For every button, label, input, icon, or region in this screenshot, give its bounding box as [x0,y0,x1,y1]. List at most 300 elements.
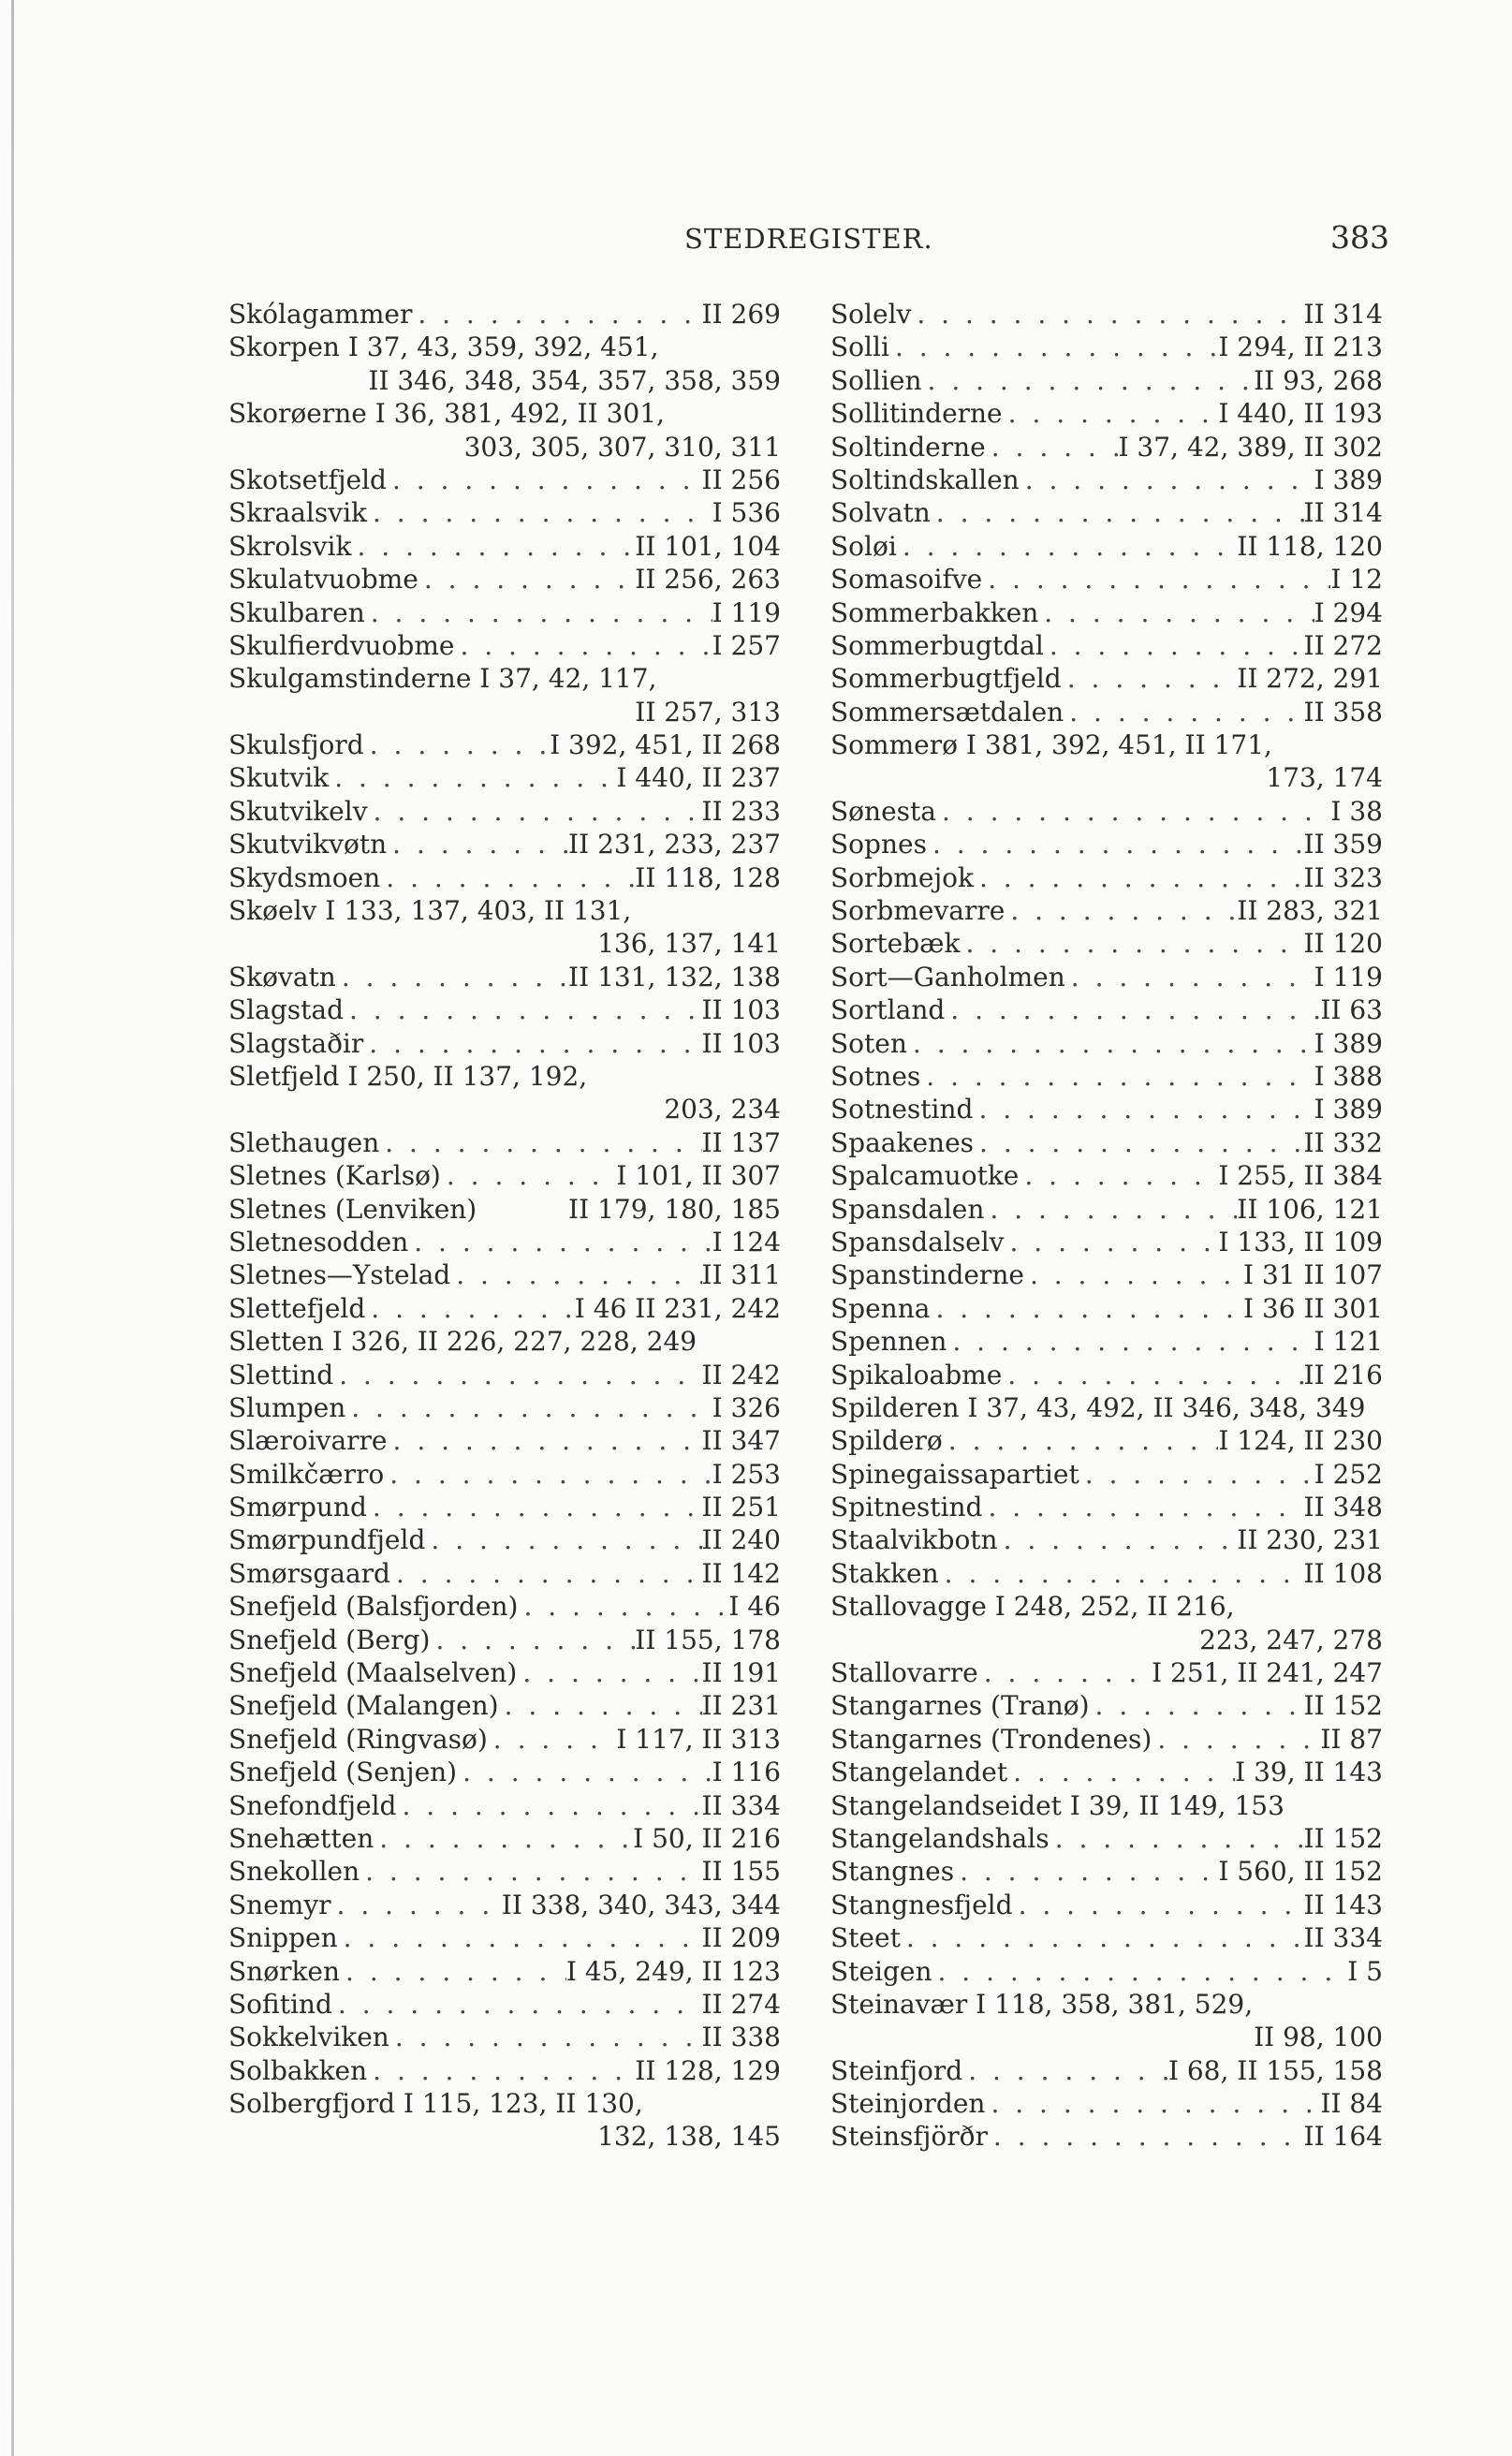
entry-pages: II 256 [701,463,781,495]
index-entry [830,596,1383,629]
entry-name: Soløi [830,530,897,562]
index-entry [228,1689,781,1722]
dot-leader [425,1523,701,1556]
entry-pages: II 231 [701,1690,781,1722]
index-entry [228,530,781,563]
entry-name: Spansdalselv [830,1226,1005,1257]
dot-leader [368,795,702,828]
entry-continuation: II 346, 348, 354, 357, 358, 359 [368,364,781,396]
entry-pages: I 50, II 216 [633,1822,781,1854]
entry-continuation: 223, 247, 278 [1199,1624,1383,1655]
index-entry [228,1955,781,1988]
dot-leader [365,596,712,629]
entry-pages: I 133, II 109 [1218,1226,1383,1257]
index-entry [228,1292,781,1325]
index-entry [830,298,1383,331]
entry-name: Snemyr [228,1889,331,1920]
entry-name: Snørken [228,1955,341,1987]
entry-pages: II 118, 128 [635,861,781,893]
entry-name: Snefjeld (Senjen) [228,1757,458,1788]
index-entry [228,2054,781,2087]
entry-name: Somasoifve [830,564,983,596]
entry-name: Snefondfjeld [228,1789,397,1821]
entry-name: Sommerbakken [830,596,1039,628]
dot-leader [1007,1756,1235,1788]
entry-name: Snippen [228,1922,338,1954]
dot-leader [430,1624,635,1656]
entry-name: Slagstaðir [228,1027,364,1059]
index-entry [830,1590,1383,1623]
index-entry [830,927,1383,960]
index-entry [830,2120,1383,2153]
entry-pages: II 359 [1303,829,1383,860]
index-entry [830,1292,1383,1325]
dot-leader [1002,1359,1303,1391]
entry-continuation: II 257, 313 [635,696,781,728]
entry-name: Skulsfjord [228,729,364,761]
dot-leader [978,1656,1152,1689]
index-entry [228,1855,781,1888]
dot-leader [380,861,635,894]
entry-name: Solvatn [830,497,931,529]
dot-leader [441,1159,616,1192]
index-entry [830,1258,1383,1291]
entry-name: Spilderen I 37, 43, 492, II 346, 348, 349 [830,1391,1366,1423]
entry-pages: II 209 [701,1922,781,1954]
entry-name: Snekollen [228,1856,360,1888]
entry-name: Sorbmevarre [830,895,1006,927]
dot-leader [340,1955,566,1988]
dot-leader [367,2054,635,2087]
entry-name: Skulatvuobme [228,564,418,596]
entry-name: Steinavær I 118, 358, 381, 529, [830,1988,1254,2020]
dot-leader [936,795,1330,828]
index-entry [228,2087,781,2120]
dot-leader [1013,1889,1304,1921]
entry-name: Solli [830,331,889,363]
entry-name: Skólagammer [228,299,413,330]
index-entry [830,1855,1383,1888]
entry-name: Sommerbugtdal [830,629,1044,661]
entry-name: Sletnes (Karlsø) [228,1160,441,1192]
entry-name: Snefjeld (Malangen) [228,1690,499,1722]
entry-name: Skutvikvøtn [228,829,388,860]
index-entry [830,1689,1383,1722]
entry-continuation: 203, 234 [664,1094,781,1125]
entry-name: Sotnes [830,1060,921,1092]
index-entry [830,728,1383,761]
entry-pages: I 37, 42, 389, II 302 [1118,431,1383,463]
page-header [228,219,1389,260]
dot-leader [931,496,1304,529]
entry-continuation: 132, 138, 145 [597,2121,781,2153]
index-entry [830,1955,1383,1988]
entry-name: Skutvik [228,762,330,794]
index-entry [228,596,781,629]
entry-name: Spilderø [830,1425,943,1457]
dot-leader [939,1557,1304,1590]
entry-name: Stangarnes (Trondenes) [830,1723,1152,1755]
entry-continuation: 303, 305, 307, 310, 311 [463,431,781,463]
entry-pages: II 164 [1303,2121,1383,2153]
dot-leader [985,2087,1320,2120]
entry-pages: I 116 [712,1757,781,1788]
index-entry [228,563,781,596]
entry-name: Skutvikelv [228,795,368,827]
entry-name: Sokkelviken [228,2022,389,2053]
index-entry [228,1491,781,1523]
entry-pages: II 231, 233, 237 [568,829,781,860]
dot-leader [351,530,635,563]
index-entry [228,298,781,331]
dot-leader [982,563,1330,596]
entry-pages: I 124 [712,1226,781,1257]
entry-name: Sletnes—Ystelad [228,1259,451,1291]
index-entry [830,1060,1383,1093]
dot-leader [364,728,550,761]
entry-pages: I 252 [1314,1458,1383,1490]
entry-name: Slettind [228,1359,334,1390]
entry-pages: II 103 [701,994,781,1026]
dot-leader [384,1458,712,1491]
entry-pages: II 347 [701,1425,781,1457]
index-entry [228,463,781,496]
index-entry [830,1359,1383,1391]
index-entry [228,1126,781,1159]
entry-pages: I 119 [1314,961,1383,993]
entry-name: Smørpundfjeld [228,1524,426,1556]
entry-name: Spansdalen [830,1193,985,1225]
entry-pages: I 257 [712,629,781,661]
entry-pages: I 36 II 301 [1243,1292,1383,1324]
index-entry [228,894,781,927]
dot-leader [517,1656,701,1689]
dot-leader [954,1855,1218,1888]
dot-leader [932,1955,1348,1988]
entry-pages: I 5 [1347,1955,1383,1987]
entry-pages: II 233 [701,795,781,827]
dot-leader [1152,1723,1320,1756]
entry-pages: II 242 [701,1359,781,1390]
index-entry [228,1258,781,1291]
entry-name: Slumpen [228,1391,346,1423]
index-entry [830,1523,1383,1556]
entry-pages: II 143 [1303,1889,1383,1920]
dot-leader [367,1491,702,1523]
index-entry [228,1159,781,1192]
entry-pages: II 334 [701,1789,781,1821]
entry-pages: I 536 [712,497,781,529]
page-edge-shadow [11,0,14,2456]
entry-name: Snefjeld (Berg) [228,1624,431,1655]
entry-name: Skøelv I 133, 137, 403, II 131, [228,895,632,927]
index-entry [830,1193,1383,1226]
index-entry [830,1822,1383,1855]
entry-pages: II 323 [1303,861,1383,893]
entry-pages: II 191 [701,1657,781,1689]
entry-name: Skulgamstinderne I 37, 42, 117, [228,663,657,695]
entry-name: Sollien [830,364,922,396]
index-entry [830,397,1383,430]
entry-name: Sort—Ganholmen [830,961,1065,993]
dot-leader [331,1889,502,1921]
dot-leader [457,1756,712,1788]
dot-leader [344,993,702,1026]
entry-pages: I 39, II 143 [1235,1757,1383,1788]
index-entry [228,1325,781,1358]
dot-leader [365,1292,575,1325]
entry-name: Skorøerne I 36, 381, 492, II 301, [228,398,665,430]
index-entry [830,861,1383,894]
index-column-right [830,298,1383,2154]
index-entry [830,1424,1383,1457]
entry-name: Skulfierdvuobme [228,629,455,661]
index-entry [830,1557,1383,1590]
entry-name: Spennen [830,1326,947,1358]
entry-pages: II 311 [701,1259,781,1291]
index-entry [830,2054,1383,2087]
index-entry [228,1557,781,1590]
index-entry [228,1889,781,1921]
dot-leader [408,1226,712,1258]
entry-name: Slagstad [228,994,344,1026]
index-entry [228,961,781,993]
entry-pages: I 294, II 213 [1218,331,1383,363]
entry-name: Sotnestind [830,1094,974,1125]
entry-name: Spinegaissapartiet [830,1458,1079,1490]
dot-leader [412,298,701,331]
entry-pages: II 128, 129 [635,2054,781,2086]
dot-leader [1019,1159,1218,1192]
entry-name: Smilkčærro [228,1458,385,1490]
entry-pages: II 314 [1303,299,1383,330]
entry-pages: I 124, II 230 [1218,1425,1383,1457]
entry-name: Sorbmejok [830,861,974,893]
index-entry [830,431,1383,463]
entry-pages: II 84 [1320,2088,1383,2120]
entry-pages: I 31 II 107 [1243,1259,1383,1291]
entry-name: Spanstinderne [830,1259,1024,1291]
entry-name: Soltinderne [830,431,986,463]
entry-pages: II 348 [1303,1492,1383,1523]
dot-leader [329,761,616,794]
index-entry [830,1159,1383,1192]
index-entry [830,1656,1383,1689]
entry-pages: II 103 [701,1027,781,1059]
entry-name: Solbergfjord I 115, 123, II 130, [228,2088,643,2120]
dot-leader [360,1855,701,1888]
dot-leader [379,1126,701,1159]
dot-leader [499,1689,702,1722]
entry-pages: II 131, 132, 138 [568,961,781,993]
dot-leader [901,1921,1304,1954]
dot-leader [418,563,635,596]
index-entry [228,1193,781,1226]
entry-name: Stallovarre [830,1657,978,1689]
dot-leader [336,961,568,993]
index-entry [830,331,1383,363]
index-entry [830,1391,1383,1424]
entry-name: Stangnes [830,1856,955,1888]
dot-leader [1064,696,1303,728]
entry-pages: II 155 [701,1856,781,1888]
index-entry [228,728,781,761]
dot-leader [922,364,1255,397]
entry-pages: I 38 [1330,795,1383,827]
dot-leader [389,2021,702,2053]
dot-leader [889,331,1218,363]
entry-name: Stangelandshals [830,1822,1050,1854]
entry-name: Stakken [830,1557,939,1589]
dot-leader [374,1822,633,1855]
entry-name: Steet [830,1922,901,1954]
dot-leader [974,1126,1304,1159]
index-entry [228,1656,781,1689]
dot-leader [927,828,1304,860]
entry-pages: II 155, 178 [635,1624,781,1655]
entry-name: Skulbaren [228,596,365,628]
dot-leader [367,496,712,529]
entry-name: Sortland [830,994,946,1026]
entry-name: Steigen [830,1955,932,1987]
dot-leader [930,1292,1243,1325]
index-entry [830,1789,1383,1822]
entry-pages: I 251, II 241, 247 [1152,1657,1383,1689]
index-entry [228,1523,781,1556]
index-entry [830,629,1383,662]
entry-pages: II 216 [1303,1359,1383,1390]
entry-name: Skrolsvik [228,530,352,562]
dot-leader [1050,1822,1304,1855]
entry-name: Spenna [830,1292,931,1324]
entry-pages: II 101, 104 [635,530,781,562]
dot-leader [333,1359,701,1391]
dot-leader [1005,1226,1219,1258]
dot-leader [962,2054,1168,2087]
index-entry [228,795,781,828]
index-entry [228,1060,781,1093]
dot-leader [982,1491,1303,1523]
entry-pages: I 68, II 155, 158 [1167,2054,1383,2086]
entry-pages: II 358 [1303,696,1383,728]
entry-pages: II 314 [1303,497,1383,529]
dot-leader [396,1789,701,1822]
entry-pages: I 389 [1314,463,1383,495]
entry-pages: II 256, 263 [635,564,781,596]
entry-pages: I 46 II 231, 242 [574,1292,781,1324]
entry-pages: I 326 [712,1391,781,1423]
index-entry [830,662,1383,695]
index-entry [830,961,1383,993]
index-entry [228,1789,781,1822]
entry-name: Slettefjeld [228,1292,366,1324]
index-entry [830,1226,1383,1258]
index-entry [228,1988,781,2021]
dot-leader [1065,961,1314,993]
index-entry [830,696,1383,728]
entry-name: Skøvatn [228,961,336,993]
entry-name: Stangelandet [830,1757,1008,1788]
index-entry [830,563,1383,596]
entry-name: Spitnestind [830,1492,983,1523]
dot-leader [387,463,702,496]
entry-name: Snefjeld (Ringvasø) [228,1723,488,1755]
index-entry [830,1458,1383,1491]
entry-pages: II 93, 268 [1254,364,1383,396]
entry-name: Snefjeld (Maalselven) [228,1657,518,1689]
index-entry [228,2021,781,2053]
entry-pages: II 269 [701,299,781,330]
dot-leader [450,1258,701,1291]
entry-pages: II 106, 121 [1237,1193,1383,1225]
entry-name: Sletnes (Lenviken) [228,1193,477,1225]
index-entry [228,1424,781,1457]
index-entry [830,1491,1383,1523]
index-entry [228,1226,781,1258]
index-entry [830,1093,1383,1125]
entry-pages: II 152 [1303,1822,1383,1854]
entry-continuation: 173, 174 [1266,762,1383,794]
entry-pages: II 272, 291 [1237,663,1383,695]
entry-pages: I 101, II 307 [616,1160,781,1192]
entry-name: Soten [830,1027,907,1059]
entry-name: Slæroivarre [228,1425,388,1457]
index-entry [830,1889,1383,1921]
index-entry [830,894,1383,927]
entry-pages: II 120 [1303,928,1383,960]
index-entry [228,662,781,695]
dot-leader [973,1093,1314,1125]
index-entry [830,496,1383,529]
dot-leader [345,1391,712,1424]
entry-name: Skydsmoen [228,861,381,893]
entry-pages: I 119 [712,596,781,628]
entry-name: Stangelandseidet I 39, II 149, 153 [830,1789,1284,1821]
index-entry [228,1624,781,1656]
index-entry [228,496,781,529]
dot-leader [1090,1689,1304,1722]
index-entry [830,1988,1383,2021]
entry-pages: II 251 [701,1492,781,1523]
entry-name: Sletfjeld I 250, II 137, 192, [228,1060,588,1092]
entry-name: Smørpund [228,1492,367,1523]
entry-pages: II 179, 180, 185 [568,1193,781,1225]
index-entry [830,1126,1383,1159]
entry-pages: I 440, II 237 [616,762,781,794]
entry-pages: I 392, 451, II 268 [550,729,781,761]
dot-leader [488,1723,617,1756]
entry-name: Sommerbugtfjeld [830,663,1062,695]
entry-name: Staalvikbotn [830,1524,998,1556]
entry-name: Spikaloabme [830,1359,1003,1390]
entry-pages: I 389 [1314,1094,1383,1125]
entry-pages: I 117, II 313 [616,1723,781,1755]
index-entry [830,795,1383,828]
entry-name: Sopnes [830,829,927,860]
entry-pages: II 230, 231 [1237,1524,1383,1556]
dot-leader [332,1988,702,2021]
running-title: STEDREGISTER. [684,223,933,255]
dot-leader [947,1325,1314,1358]
entry-name: Steinfjord [830,2054,963,2086]
index-entry [228,861,781,894]
entry-pages: II 332 [1303,1126,1383,1158]
index-entry [830,364,1383,397]
entry-pages: I 45, 249, II 123 [565,1955,781,1987]
dot-leader [911,298,1303,331]
index-entry [830,1921,1383,1954]
entry-name: Slethaugen [228,1126,380,1158]
